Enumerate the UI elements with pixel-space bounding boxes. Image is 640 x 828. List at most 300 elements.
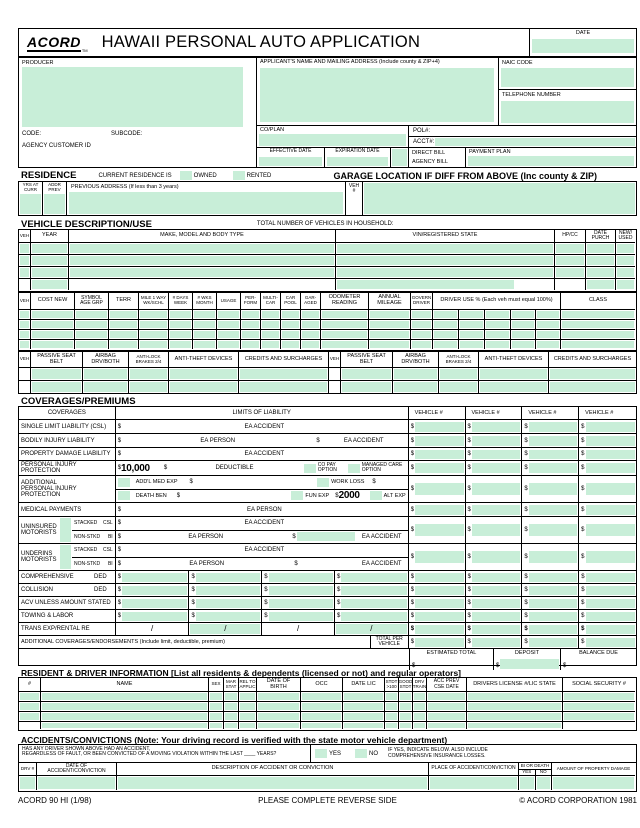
premium-field[interactable]	[415, 450, 463, 459]
premium-field[interactable]	[472, 483, 520, 495]
date-lic-field[interactable]	[344, 713, 383, 720]
perform-field[interactable]	[242, 311, 259, 318]
veh-num-field[interactable]	[20, 268, 29, 277]
driver-use-field[interactable]	[460, 331, 483, 338]
amount-field[interactable]	[341, 612, 406, 621]
usage-field[interactable]	[218, 341, 239, 348]
perform-field[interactable]	[242, 321, 259, 328]
license-field[interactable]	[468, 703, 561, 710]
credits-field[interactable]	[550, 382, 635, 392]
driver-use-field[interactable]	[434, 331, 457, 338]
previous-address-field[interactable]	[69, 192, 343, 214]
ded-field[interactable]	[196, 573, 260, 582]
billing-checkbox-field[interactable]	[392, 149, 407, 166]
weeks-field[interactable]	[194, 331, 215, 338]
driver-use-field[interactable]	[434, 321, 457, 328]
premium-field[interactable]	[586, 586, 635, 595]
usage-field[interactable]	[218, 311, 239, 318]
premium-field[interactable]	[529, 599, 577, 608]
hpcc-field[interactable]	[556, 256, 584, 265]
symbol-field[interactable]	[76, 331, 107, 338]
ssn-field[interactable]	[564, 703, 634, 710]
days-field[interactable]	[170, 341, 191, 348]
mileage-field[interactable]	[140, 321, 167, 328]
credits-field[interactable]	[550, 369, 635, 379]
driver-use-field[interactable]	[512, 341, 534, 348]
driver-num-field[interactable]	[20, 693, 39, 700]
drv-train-field[interactable]	[414, 693, 425, 700]
ded-field[interactable]	[122, 573, 187, 582]
driver-use-field[interactable]	[537, 311, 559, 318]
dob-field[interactable]	[258, 713, 299, 720]
dob-field[interactable]	[258, 703, 299, 710]
annual-mileage-field[interactable]	[370, 321, 409, 328]
days-field[interactable]	[170, 321, 191, 328]
accident-no-checkbox[interactable]	[355, 749, 367, 758]
field[interactable]	[20, 341, 29, 348]
good-stdt-field[interactable]	[400, 703, 411, 710]
class-field[interactable]	[562, 341, 634, 348]
occ-field[interactable]	[302, 723, 341, 728]
premium-field[interactable]	[586, 551, 635, 563]
code-field[interactable]	[41, 131, 111, 137]
premium-field[interactable]	[472, 612, 520, 621]
premium-field[interactable]	[529, 436, 577, 446]
vin-field[interactable]	[337, 280, 514, 289]
odometer-field[interactable]	[322, 331, 367, 338]
producer-field[interactable]	[22, 67, 243, 127]
amount-field[interactable]	[196, 612, 260, 621]
field[interactable]	[20, 321, 29, 328]
airbag-field[interactable]	[394, 382, 437, 392]
premium-field[interactable]	[472, 422, 520, 432]
garaged-field[interactable]	[302, 341, 319, 348]
days-field[interactable]	[170, 311, 191, 318]
ded-field[interactable]	[269, 573, 333, 582]
symbol-field[interactable]	[76, 341, 107, 348]
rel-field[interactable]	[240, 713, 255, 720]
hpcc-field[interactable]	[556, 244, 584, 253]
premium-field[interactable]	[586, 483, 635, 495]
new-used-field[interactable]	[617, 244, 634, 253]
govern-field[interactable]	[412, 311, 431, 318]
airbag-field[interactable]	[394, 369, 437, 379]
terr-field[interactable]	[110, 311, 137, 318]
damage-amount-field[interactable]	[553, 777, 634, 789]
occ-field[interactable]	[302, 703, 341, 710]
premium-field[interactable]	[586, 625, 635, 634]
premium-field[interactable]	[529, 612, 577, 621]
accident-yes-checkbox[interactable]	[315, 749, 327, 758]
passive-field[interactable]	[32, 369, 81, 379]
antilock-field[interactable]	[130, 382, 167, 392]
total-field[interactable]	[529, 638, 577, 647]
premium-field[interactable]	[415, 586, 463, 595]
premium-field[interactable]	[472, 505, 520, 515]
premium-field[interactable]	[415, 436, 463, 446]
mar-stat-field[interactable]	[225, 703, 237, 710]
drv-train-field[interactable]	[414, 703, 425, 710]
account-number-field[interactable]	[435, 138, 635, 146]
drv-train-field[interactable]	[414, 723, 425, 728]
endorsements-space[interactable]	[19, 649, 410, 670]
name-field[interactable]	[42, 713, 207, 720]
driver-use-field[interactable]	[434, 311, 457, 318]
stdt-field[interactable]	[386, 723, 397, 728]
addl-med-checkbox[interactable]	[118, 478, 130, 487]
premium-field[interactable]	[529, 422, 577, 432]
amount-field[interactable]	[269, 612, 333, 621]
class-field[interactable]	[562, 331, 634, 338]
mar-stat-field[interactable]	[225, 713, 237, 720]
airbag-field[interactable]	[84, 369, 127, 379]
good-stdt-field[interactable]	[400, 713, 411, 720]
govern-field[interactable]	[412, 321, 431, 328]
annual-mileage-field[interactable]	[370, 331, 409, 338]
year-field[interactable]	[32, 244, 67, 253]
cost-new-field[interactable]	[32, 321, 73, 328]
driver-use-field[interactable]	[537, 331, 559, 338]
driver-use-field[interactable]	[460, 341, 483, 348]
premium-field[interactable]	[415, 463, 463, 473]
driver-use-field[interactable]	[512, 331, 534, 338]
premium-field[interactable]	[586, 463, 635, 473]
driver-use-field[interactable]	[486, 321, 509, 328]
occ-field[interactable]	[302, 713, 341, 720]
alt-exp-checkbox[interactable]	[370, 491, 382, 500]
premium-field[interactable]	[529, 625, 577, 634]
stdt-field[interactable]	[386, 703, 397, 710]
govern-field[interactable]	[412, 341, 431, 348]
vin-field[interactable]	[337, 244, 553, 253]
weeks-field[interactable]	[194, 341, 215, 348]
addr-prev-field[interactable]	[44, 194, 65, 214]
amount-field[interactable]	[122, 599, 187, 608]
driver-num-field[interactable]	[20, 713, 39, 720]
uim-checkbox-field[interactable]	[60, 545, 71, 569]
sex-field[interactable]	[210, 713, 222, 720]
premium-field[interactable]	[472, 573, 520, 582]
weeks-field[interactable]	[194, 311, 215, 318]
driver-use-field[interactable]	[537, 341, 559, 348]
occ-field[interactable]	[302, 693, 341, 700]
driver-use-field[interactable]	[486, 341, 509, 348]
multicar-field[interactable]	[262, 311, 279, 318]
driver-use-field[interactable]	[486, 331, 509, 338]
mar-stat-field[interactable]	[225, 723, 237, 728]
antilock-field[interactable]	[130, 369, 167, 379]
drv-num-field[interactable]	[20, 777, 35, 789]
sex-field[interactable]	[210, 703, 222, 710]
premium-field[interactable]	[586, 573, 635, 582]
premium-field[interactable]	[529, 450, 577, 459]
driver-num-field[interactable]	[20, 703, 39, 710]
passive-field[interactable]	[32, 382, 81, 392]
days-field[interactable]	[170, 331, 191, 338]
credits-field[interactable]	[240, 382, 327, 392]
date-field[interactable]	[532, 39, 634, 53]
premium-field[interactable]	[472, 450, 520, 459]
premium-field[interactable]	[472, 436, 520, 446]
cost-new-field[interactable]	[32, 331, 73, 338]
garaged-field[interactable]	[302, 311, 319, 318]
sex-field[interactable]	[210, 693, 222, 700]
work-loss-checkbox[interactable]	[317, 478, 329, 487]
premium-field[interactable]	[586, 505, 635, 515]
antitheft-field[interactable]	[480, 382, 547, 392]
date-purch-field[interactable]	[587, 256, 614, 265]
new-used-field[interactable]	[617, 256, 634, 265]
col-header-drivers-license: DRIVERS LICENSE #/LIC STATE	[467, 678, 563, 692]
amount-field[interactable]	[196, 599, 260, 608]
license-field[interactable]	[468, 723, 561, 728]
expiration-date-field[interactable]	[327, 157, 388, 166]
total-field[interactable]	[472, 638, 520, 647]
um-checkbox-field[interactable]	[60, 518, 71, 542]
license-field[interactable]	[468, 693, 561, 700]
ded-field[interactable]	[269, 586, 333, 595]
carpool-field[interactable]	[282, 341, 299, 348]
odometer-field[interactable]	[322, 321, 367, 328]
odometer-field[interactable]	[322, 341, 367, 348]
field[interactable]	[20, 331, 29, 338]
premium-field[interactable]	[529, 505, 577, 515]
death-ben-checkbox[interactable]	[118, 491, 130, 500]
ea-person-label: EA PERSON	[189, 560, 225, 567]
rel-field[interactable]	[240, 723, 255, 728]
carpool-field[interactable]	[282, 321, 299, 328]
mileage-field[interactable]	[140, 341, 167, 348]
drv-train-field[interactable]	[414, 713, 425, 720]
name-field[interactable]	[42, 703, 207, 710]
premium-field[interactable]	[415, 551, 463, 563]
ded-field[interactable]	[196, 586, 260, 595]
premium-field[interactable]	[586, 599, 635, 608]
premium-field[interactable]	[415, 612, 463, 621]
date-lic-field[interactable]	[344, 693, 383, 700]
rented-checkbox[interactable]	[233, 171, 245, 180]
premium-field[interactable]	[586, 422, 635, 432]
total-field[interactable]	[415, 638, 463, 647]
vin-field[interactable]	[337, 256, 553, 265]
multicar-field[interactable]	[262, 331, 279, 338]
managed-care-checkbox[interactable]	[348, 464, 360, 473]
premium-field[interactable]	[529, 483, 577, 495]
year-field[interactable]	[32, 256, 67, 265]
class-field[interactable]	[562, 311, 634, 318]
total-field[interactable]	[586, 638, 635, 647]
credits-field[interactable]	[240, 369, 327, 379]
garage-location-field[interactable]	[364, 183, 635, 214]
govern-field[interactable]	[412, 331, 431, 338]
acc-prev-field[interactable]	[428, 703, 465, 710]
make-model-field[interactable]	[70, 256, 334, 265]
driver-use-field[interactable]	[512, 311, 534, 318]
acc-prev-field[interactable]	[428, 723, 465, 728]
symbol-field[interactable]	[76, 311, 107, 318]
acc-prev-field[interactable]	[428, 693, 465, 700]
rel-field[interactable]	[240, 693, 255, 700]
premium-field[interactable]	[415, 599, 463, 608]
premium-field[interactable]	[529, 586, 577, 595]
usage-field[interactable]	[218, 331, 239, 338]
premium-field[interactable]	[472, 551, 520, 563]
ded-label: DED	[94, 574, 107, 580]
class-field[interactable]	[562, 321, 634, 328]
annual-mileage-field[interactable]	[370, 341, 409, 348]
driver-use-field[interactable]	[434, 341, 457, 348]
col-header-date-accident: DATE OF ACCIDENT/CONVICTION	[37, 763, 117, 776]
premium-field[interactable]	[586, 436, 635, 446]
date-purch-field[interactable]	[587, 244, 614, 253]
ssn-field[interactable]	[564, 713, 634, 720]
premium-field[interactable]	[415, 625, 463, 634]
hpcc-field[interactable]	[556, 268, 584, 277]
amount-field[interactable]	[122, 612, 187, 621]
new-used-field[interactable]	[617, 268, 634, 277]
driver-use-field[interactable]	[512, 321, 534, 328]
sex-field[interactable]	[210, 723, 222, 728]
perform-field[interactable]	[242, 341, 259, 348]
premium-field[interactable]	[529, 463, 577, 473]
dob-field[interactable]	[258, 723, 299, 728]
make-model-field[interactable]	[70, 244, 334, 253]
terr-field[interactable]	[110, 341, 137, 348]
premium-field[interactable]	[415, 505, 463, 515]
acc-prev-field[interactable]	[428, 713, 465, 720]
amount-field[interactable]	[269, 599, 333, 608]
date-lic-field[interactable]	[344, 703, 383, 710]
antitheft-field[interactable]	[170, 382, 237, 392]
accident-description-field[interactable]	[118, 777, 427, 789]
premium-field[interactable]	[472, 599, 520, 608]
premium-field[interactable]	[529, 573, 577, 582]
cost-new-field[interactable]	[32, 341, 73, 348]
copay-checkbox[interactable]	[304, 464, 316, 473]
usage-field[interactable]	[218, 321, 239, 328]
driver-use-field[interactable]	[486, 311, 509, 318]
airbag-field[interactable]	[84, 382, 127, 392]
bi-yes-field[interactable]	[520, 777, 534, 789]
veh-num-field[interactable]	[20, 256, 29, 265]
vehicle-col-header: VEHICLE #	[466, 407, 523, 419]
weeks-field[interactable]	[194, 321, 215, 328]
col-header-amount-damage: AMOUNT OF PROPERTY DAMAGE	[552, 763, 635, 776]
mileage-field[interactable]	[140, 331, 167, 338]
date-purch-field[interactable]	[587, 280, 614, 289]
applicant-address-field[interactable]	[260, 68, 494, 122]
um-limit-field[interactable]	[297, 532, 355, 541]
accident-place-field[interactable]	[430, 777, 517, 789]
coplan-field[interactable]	[259, 134, 406, 146]
yrs-at-curr-field[interactable]	[20, 194, 41, 214]
date-purch-field[interactable]	[587, 268, 614, 277]
premium-field[interactable]	[529, 551, 577, 563]
veh-num-field[interactable]	[20, 244, 29, 253]
stdt-field[interactable]	[386, 713, 397, 720]
passive-field[interactable]	[342, 382, 391, 392]
premium-field[interactable]	[415, 524, 463, 536]
passive-field[interactable]	[342, 369, 391, 379]
perform-field[interactable]	[242, 331, 259, 338]
premium-field[interactable]	[586, 524, 635, 536]
multicar-field[interactable]	[262, 341, 279, 348]
managed-care-label: MANAGED CARE OPTION	[361, 461, 403, 473]
naic-code-field[interactable]	[501, 68, 634, 87]
amount-field[interactable]	[341, 599, 406, 608]
premium-field[interactable]	[472, 586, 520, 595]
terr-field[interactable]	[110, 331, 137, 338]
effective-date-field[interactable]	[259, 157, 322, 166]
stdt-field[interactable]	[386, 693, 397, 700]
payment-plan-field[interactable]	[468, 156, 634, 166]
field[interactable]	[20, 311, 29, 318]
good-stdt-field[interactable]	[400, 693, 411, 700]
rel-field[interactable]	[240, 703, 255, 710]
accident-date-field[interactable]	[38, 777, 115, 789]
bi-no-field[interactable]	[537, 777, 551, 789]
license-field[interactable]	[468, 713, 561, 720]
garaged-field[interactable]	[302, 321, 319, 328]
driver-use-field[interactable]	[460, 311, 483, 318]
vin-field[interactable]	[337, 268, 553, 277]
symbol-field[interactable]	[76, 321, 107, 328]
telephone-field[interactable]	[501, 101, 634, 123]
cost-new-field[interactable]	[32, 311, 73, 318]
garaged-field[interactable]	[302, 331, 319, 338]
premium-field[interactable]	[586, 450, 635, 459]
new-used-field[interactable]	[617, 280, 634, 289]
premium-field[interactable]	[472, 463, 520, 473]
make-model-field[interactable]	[70, 268, 334, 277]
ded-field[interactable]	[341, 586, 406, 595]
fun-exp-checkbox[interactable]	[291, 491, 303, 500]
odometer-field[interactable]	[322, 311, 367, 318]
year-field[interactable]	[32, 280, 67, 289]
terr-field[interactable]	[110, 321, 137, 328]
premium-field[interactable]	[415, 573, 463, 582]
good-stdt-field[interactable]	[400, 723, 411, 728]
carpool-field[interactable]	[282, 311, 299, 318]
driver-use-field[interactable]	[537, 321, 559, 328]
premium-field[interactable]	[529, 524, 577, 536]
multicar-field[interactable]	[262, 321, 279, 328]
premium-field[interactable]	[415, 483, 463, 495]
name-field[interactable]	[42, 693, 207, 700]
mar-stat-field[interactable]	[225, 693, 237, 700]
premium-field[interactable]	[415, 422, 463, 432]
premium-field[interactable]	[472, 625, 520, 634]
owned-checkbox[interactable]	[180, 171, 192, 180]
driver-use-field[interactable]	[460, 321, 483, 328]
name-field[interactable]	[42, 723, 207, 728]
premium-field[interactable]	[472, 524, 520, 536]
antitheft-field[interactable]	[480, 369, 547, 379]
annual-mileage-field[interactable]	[370, 311, 409, 318]
antilock-field[interactable]	[440, 369, 477, 379]
antitheft-field[interactable]	[170, 369, 237, 379]
mileage-field[interactable]	[140, 311, 167, 318]
date-lic-field[interactable]	[344, 723, 383, 728]
year-field[interactable]	[32, 268, 67, 277]
antilock-field[interactable]	[440, 382, 477, 392]
ssn-field[interactable]	[564, 693, 634, 700]
carpool-field[interactable]	[282, 331, 299, 338]
ded-field[interactable]	[341, 573, 406, 582]
dob-field[interactable]	[258, 693, 299, 700]
premium-field[interactable]	[586, 612, 635, 621]
ded-field[interactable]	[122, 586, 187, 595]
